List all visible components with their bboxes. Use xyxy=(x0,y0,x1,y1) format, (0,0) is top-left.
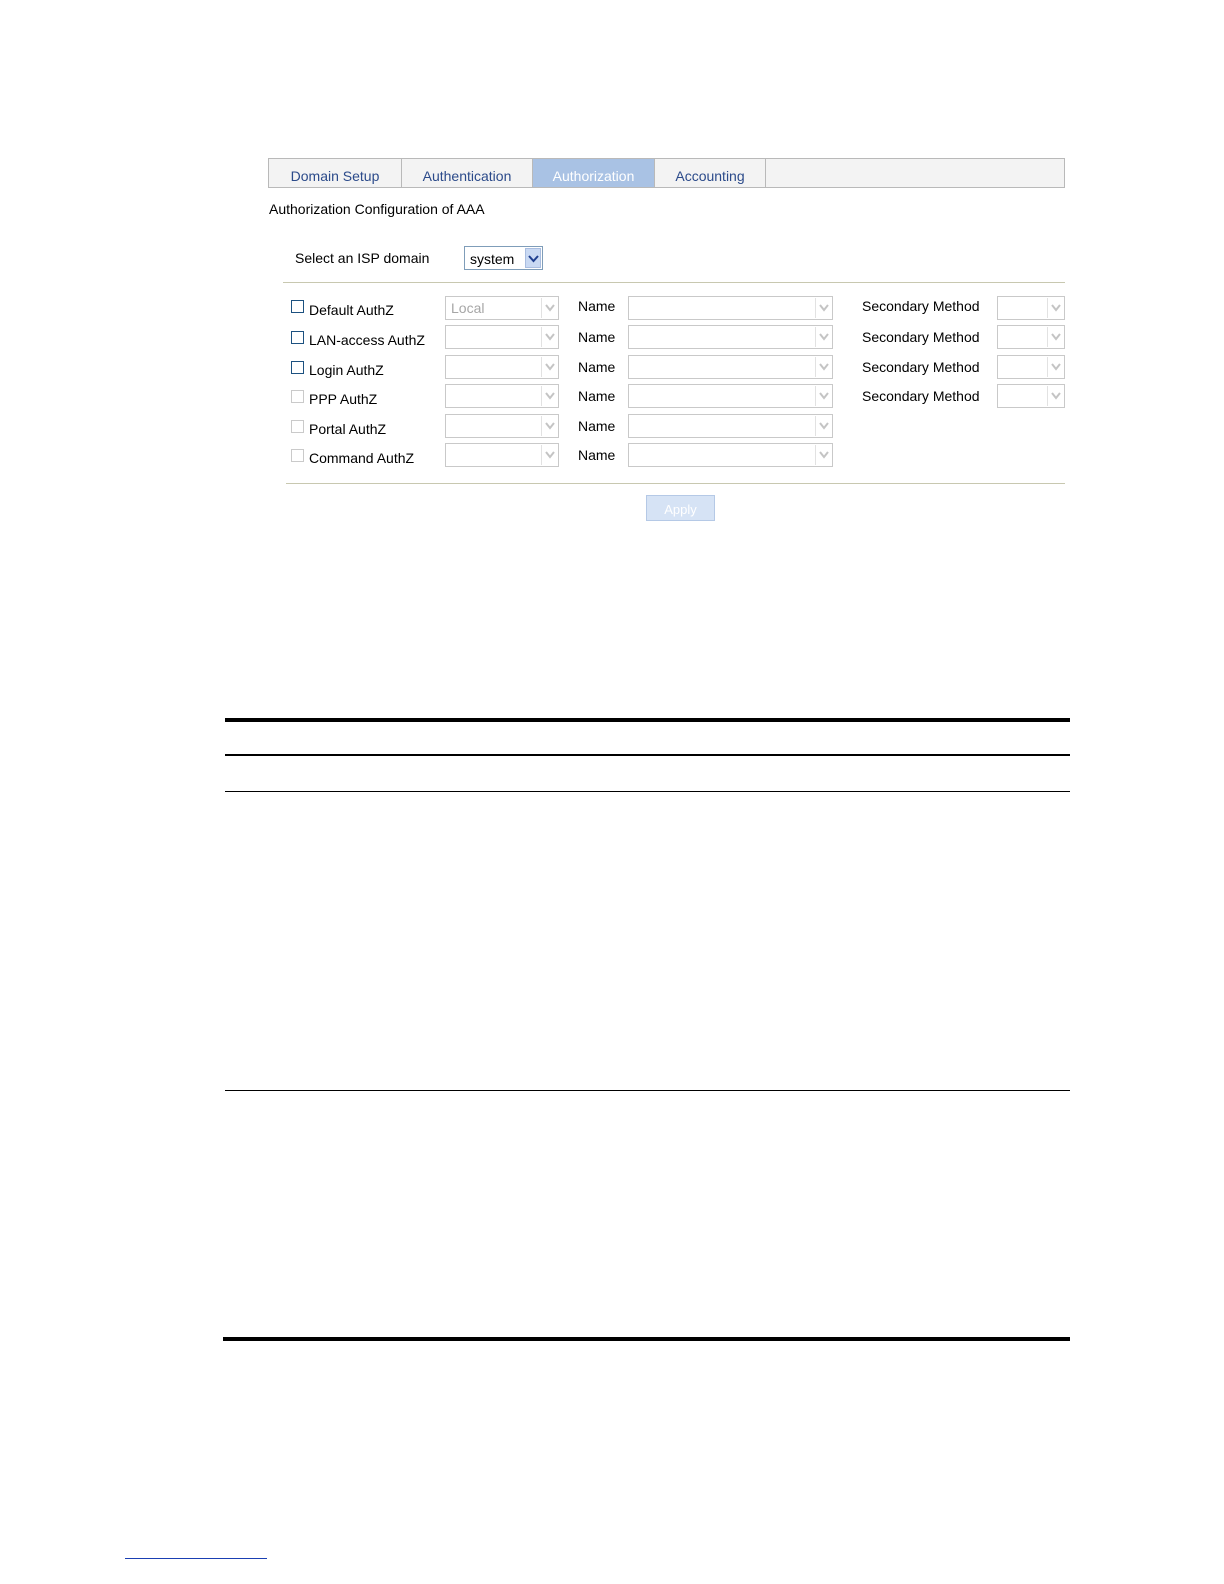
default-authz-secondary-select[interactable] xyxy=(997,296,1065,320)
name-label: Name xyxy=(578,388,616,404)
command-authz-method-select[interactable] xyxy=(445,443,559,467)
table-row-rule xyxy=(225,791,1070,792)
method-value: Local xyxy=(451,300,485,316)
lan-access-authz-name-select[interactable] xyxy=(628,325,833,349)
command-authz-checkbox[interactable] xyxy=(291,449,304,462)
lan-access-authz-label: LAN-access AuthZ xyxy=(309,332,425,348)
ppp-authz-name-select[interactable] xyxy=(628,384,833,408)
chevron-down-icon[interactable] xyxy=(525,248,541,268)
portal-authz-method-select[interactable] xyxy=(445,414,559,438)
authz-row-ppp xyxy=(0,384,1224,410)
login-authz-name-select[interactable] xyxy=(628,355,833,379)
ppp-authz-secondary-select[interactable] xyxy=(997,384,1065,408)
tab-authorization[interactable]: Authorization xyxy=(533,159,655,187)
login-authz-method-select[interactable] xyxy=(445,355,559,379)
chevron-down-icon xyxy=(1047,298,1063,318)
chevron-down-icon xyxy=(541,386,557,406)
lan-access-authz-secondary-select[interactable] xyxy=(997,325,1065,349)
chevron-down-icon xyxy=(815,386,831,406)
portal-authz-label: Portal AuthZ xyxy=(309,421,387,437)
chevron-down-icon xyxy=(815,327,831,347)
name-label: Name xyxy=(578,359,616,375)
chevron-down-icon xyxy=(1047,357,1063,377)
ppp-authz-checkbox[interactable] xyxy=(291,390,304,403)
authz-row-default xyxy=(0,296,1224,322)
divider-top xyxy=(283,282,1065,283)
chevron-down-icon xyxy=(815,357,831,377)
secondary-method-label: Secondary Method xyxy=(862,359,980,375)
secondary-method-label: Secondary Method xyxy=(862,388,980,404)
apply-button[interactable]: Apply xyxy=(646,495,715,521)
lan-access-authz-checkbox[interactable] xyxy=(291,331,304,344)
chevron-down-icon xyxy=(541,416,557,436)
name-label: Name xyxy=(578,329,616,345)
tab-accounting[interactable]: Accounting xyxy=(655,159,766,187)
command-authz-label: Command AuthZ xyxy=(309,450,415,466)
command-authz-name-select[interactable] xyxy=(628,443,833,467)
chevron-down-icon xyxy=(815,298,831,318)
authz-row-login xyxy=(0,355,1224,381)
name-label: Name xyxy=(578,447,616,463)
table-row-rule xyxy=(225,1090,1070,1091)
name-label: Name xyxy=(578,418,616,434)
default-authz-name-select[interactable] xyxy=(628,296,833,320)
default-authz-method-select[interactable] xyxy=(445,296,559,320)
secondary-method-label: Secondary Method xyxy=(862,298,980,314)
tab-bar xyxy=(268,158,1065,188)
chevron-down-icon xyxy=(541,327,557,347)
chevron-down-icon xyxy=(815,416,831,436)
chevron-down-icon xyxy=(541,357,557,377)
chevron-down-icon xyxy=(541,298,557,318)
table-header-rule xyxy=(225,754,1070,756)
table-top-rule xyxy=(225,718,1070,722)
tab-authentication[interactable]: Authentication xyxy=(402,159,533,187)
authz-row-command xyxy=(0,443,1224,469)
ppp-authz-method-select[interactable] xyxy=(445,384,559,408)
name-label: Name xyxy=(578,298,616,314)
login-authz-checkbox[interactable] xyxy=(291,361,304,374)
tab-domain-setup[interactable]: Domain Setup xyxy=(269,159,402,187)
login-authz-secondary-select[interactable] xyxy=(997,355,1065,379)
portal-authz-name-select[interactable] xyxy=(628,414,833,438)
portal-authz-checkbox[interactable] xyxy=(291,420,304,433)
chevron-down-icon xyxy=(541,445,557,465)
isp-domain-select[interactable] xyxy=(464,246,543,270)
chevron-down-icon xyxy=(1047,386,1063,406)
secondary-method-label: Secondary Method xyxy=(862,329,980,345)
default-authz-checkbox[interactable] xyxy=(291,300,304,313)
section-title: Authorization Configuration of AAA xyxy=(269,201,485,217)
authz-row-portal xyxy=(0,414,1224,440)
footnote-separator xyxy=(125,1558,267,1559)
login-authz-label: Login AuthZ xyxy=(309,362,384,378)
isp-domain-label: Select an ISP domain xyxy=(295,250,430,266)
authz-row-lan-access xyxy=(0,325,1224,351)
chevron-down-icon xyxy=(815,445,831,465)
default-authz-label: Default AuthZ xyxy=(309,302,394,318)
ppp-authz-label: PPP AuthZ xyxy=(309,391,378,407)
chevron-down-icon xyxy=(1047,327,1063,347)
isp-domain-value: system xyxy=(470,251,515,267)
lan-access-authz-method-select[interactable] xyxy=(445,325,559,349)
divider-bottom xyxy=(286,483,1065,484)
table-bottom-rule xyxy=(223,1337,1070,1341)
